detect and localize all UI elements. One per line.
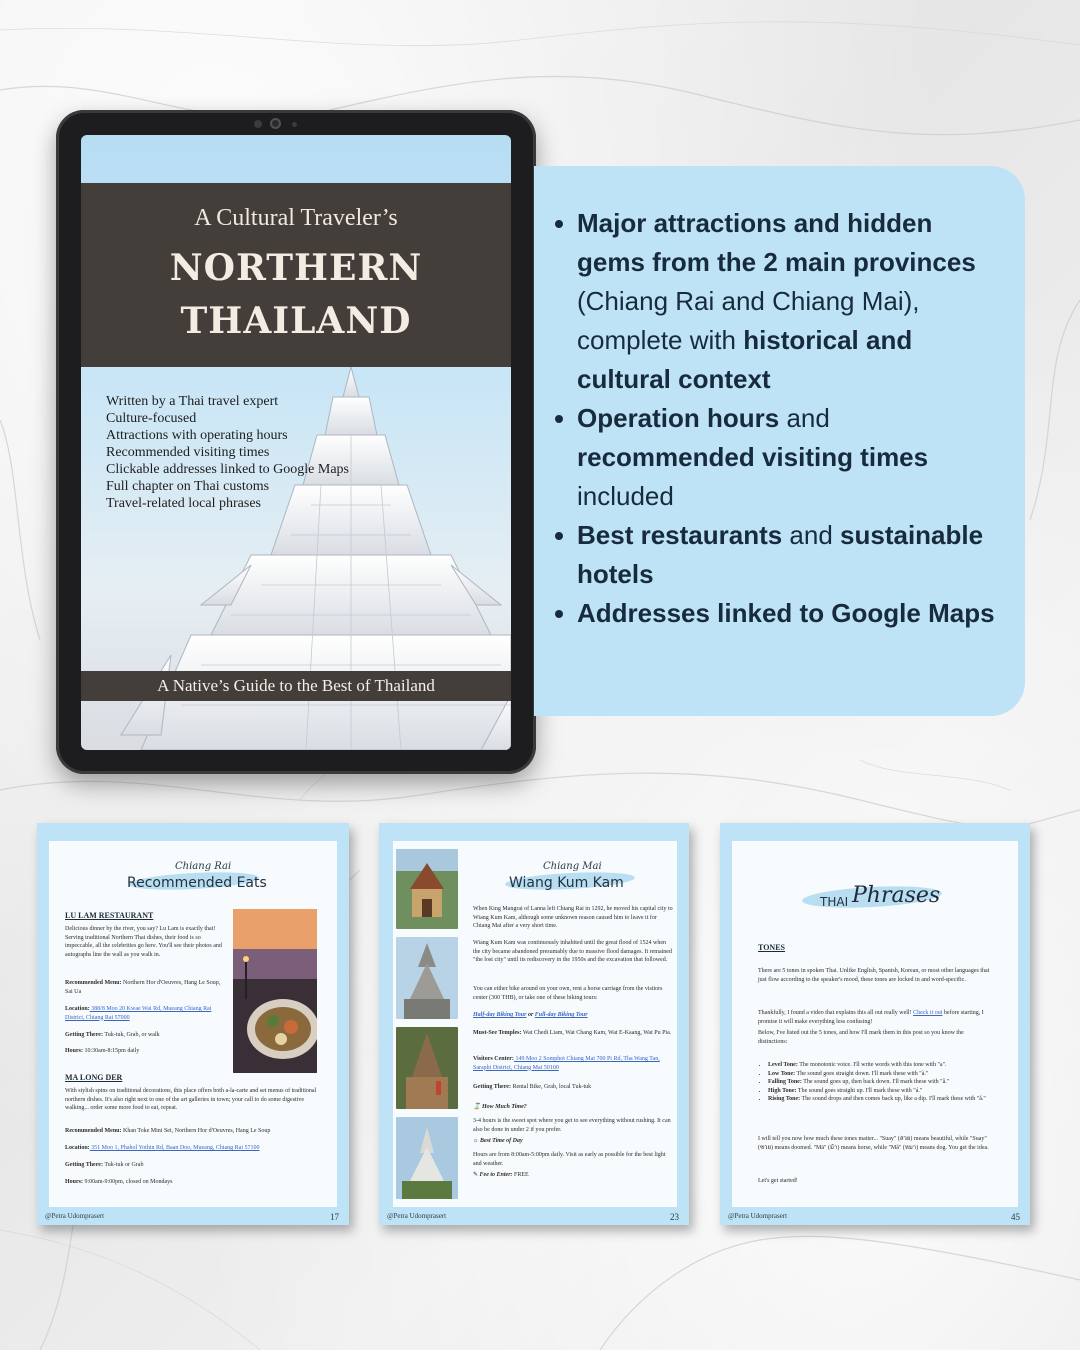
label: Must-See Temples: (473, 1030, 522, 1036)
label: How Much Time? (481, 1104, 527, 1110)
paragraph: Wiang Kum Kam was continuously inhabited until the great flood of 1524 when the city became abandoned presumably due to massive flood damages. It remained "the lost city" until its rediscovery in the 1950s and the excavation that followed. (473, 940, 672, 963)
page-content (49, 841, 337, 1207)
bullet-bold-text: historical and cultural context (577, 325, 913, 394)
ebook-cover (81, 135, 511, 750)
text: or (526, 1012, 535, 1018)
getting-there-line (65, 1161, 317, 1170)
visitors-center-link[interactable]: 149 Moo 2 Somphot Chiang Mai 700 Pi Rd, Tha Wang Tan, Saraphi District, Chiang Mai 50100 (473, 1056, 660, 1071)
sample-page-wiang-kum-kam (379, 823, 689, 1225)
tone-list (768, 1061, 994, 1104)
page-number: 23 (670, 1212, 679, 1222)
temple-photo (396, 1027, 458, 1109)
bullet-bold-text: Addresses linked to Google Maps (577, 598, 995, 628)
bullet-bold-text: recommended visiting times (577, 442, 929, 472)
restaurant-photo (233, 909, 317, 1073)
page-author: @Petra Udomprasert (45, 1212, 105, 1220)
location-line (65, 1005, 225, 1022)
info-card (534, 166, 1025, 716)
page-footer (387, 1212, 679, 1222)
value: Rental Bike, Grab, local Tuk-tuk (510, 1084, 592, 1090)
paragraph: Let's get started! (758, 1178, 798, 1184)
label: Location: (65, 1006, 90, 1012)
tone-text: The monotonic voice. I'll write words with this tone with "a". (797, 1062, 947, 1068)
page-footer (728, 1212, 1020, 1222)
page-heading: Recommended Eats (127, 875, 267, 891)
location-link[interactable]: 388/8 Moo 20 Kwae Wai Rd, Mueang Chiang Rai District, Chiang Rai 57000 (65, 1006, 212, 1021)
hours-line (65, 1047, 225, 1056)
section-title: TONES (758, 943, 785, 952)
bullet-text: included (577, 481, 674, 511)
paragraph: Below, I've listed out the 5 tones, and how I'll mark them in this post so you know the distinctions: (758, 1030, 964, 1045)
temple-photo (396, 937, 458, 1019)
cover-tagline: A Native’s Guide to the Best of Thailand (81, 671, 511, 701)
cover-title-band (81, 183, 511, 367)
paragraph: When King Mangrai of Lanna left Chiang Rai in 1292, he moved his capital city to Wiang Kum Kam, although some unknown reason caused him to leave it for Chiang Mai after a very short time. (473, 906, 673, 929)
label: Recommended Menu: (65, 980, 122, 986)
bullet-bold-text: Major attractions and hidden gems from the 2 main provinces (577, 208, 976, 277)
paragraph: You can either bike around on your own, rent a horse carriage from the visitors center (300 THB), or take one of these biking tours: (473, 986, 663, 1001)
label: Recommended Menu: (65, 1128, 122, 1134)
must-see-line (473, 1029, 673, 1038)
cover-feature: Culture-focused (106, 411, 197, 426)
section-title: LU LAM RESTAURANT (65, 911, 154, 920)
tone-label: High Tone: (768, 1087, 797, 1094)
cover-feature-list (106, 393, 349, 512)
info-bullet (577, 204, 1007, 399)
temple-photo (396, 849, 458, 929)
tablet-camera-icon (270, 118, 281, 129)
fee-line (473, 1171, 673, 1180)
cover-subtitle: A Cultural Traveler’s (194, 205, 398, 231)
label: Getting There: (473, 1084, 511, 1090)
page-number: 17 (330, 1212, 339, 1222)
page-author: @Petra Udomprasert (387, 1212, 447, 1220)
time-heading (473, 1103, 673, 1112)
page-content (393, 841, 677, 1207)
label: Fee to Enter: (479, 1172, 513, 1178)
tablet-sensor (254, 120, 262, 128)
sample-page-thai-phrases (720, 823, 1030, 1225)
text: before starting, I promise it will make everything less confusing! (758, 1010, 984, 1025)
bullet-text: and (779, 403, 830, 433)
value: Tuk-tuk, Grab, or walk (102, 1032, 160, 1038)
tone-text: The sound goes up, then back down. I'll mark these with "â." (801, 1079, 950, 1085)
bullet-bold-text: sustainable hotels (577, 520, 984, 589)
bullet-text: (Chiang Rai and Chiang Mai), complete with (577, 286, 920, 355)
menu-line (65, 1127, 317, 1136)
page-script-heading: Chiang Rai (175, 861, 232, 872)
value: 10:30am-8:15pm daily (83, 1048, 140, 1054)
tablet-sensor (292, 122, 297, 127)
bullet-text: and (782, 520, 841, 550)
section-body: Delicious dinner by the river, you say? Lu Lam is exactly that! Serving traditional Northern Thai dishes, their food is so impeccable, all the celebrities go here. You'll see their photos and autographs line the wall as you walk in. (65, 926, 222, 958)
cover-feature: Full chapter on Thai customs (106, 479, 270, 494)
visitors-center-line (473, 1055, 673, 1072)
bullet-bold-text: Operation hours (577, 403, 780, 433)
value: Khan Toke Mini Set, Northern Hor d'Oeuvres, Hang Le Soup (121, 1128, 271, 1134)
tone-text: The sound drops and then comes back up, like a dip. I'll mark these with "ǎ." (800, 1096, 986, 1102)
label: Getting There: (65, 1032, 103, 1038)
section-title: MA LONG DER (65, 1073, 123, 1082)
paragraph: There are 5 tones in spoken Thai. Unlike English, Spanish, Korean, or most other languages that just flow according to the speaker's mood, these tones are locked in and word-specific. (758, 968, 990, 983)
tone-item (768, 1061, 994, 1070)
info-bullet (577, 399, 1007, 516)
tone-text: The sound goes straight up. I'll mark these with "á." (796, 1087, 923, 1094)
value: FREE (512, 1172, 529, 1178)
location-link[interactable]: 351 Moo 1, Phahol Yothin Rd, Baan Doo, Mueang, Chiang Rai 57100 (89, 1145, 260, 1151)
page-author: @Petra Udomprasert (728, 1212, 788, 1220)
cover-feature: Clickable addresses linked to Google Maps (106, 462, 350, 477)
cover-title-line-1: NORTHERN (169, 247, 423, 289)
info-bullet (577, 516, 1007, 594)
tone-item (768, 1087, 994, 1096)
cover-feature: Attractions with operating hours (106, 428, 288, 443)
tone-label: Level Tone: (768, 1062, 798, 1068)
label: Best Time of Day (480, 1138, 523, 1144)
best-time-heading (473, 1137, 673, 1146)
tone-text: The sound goes straight down. I'll mark these with "à." (795, 1070, 929, 1077)
paragraph: Hours are from 8:00am-5:00pm daily. Visit as early as possible for the best light and weather. (473, 1152, 666, 1167)
text: Thankfully, I found a video that explains this all out really well! (758, 1010, 914, 1016)
label: Getting There: (65, 1162, 103, 1168)
page-number: 45 (1011, 1212, 1020, 1222)
info-bullet (577, 594, 1007, 633)
video-link[interactable]: Check it out (913, 1010, 943, 1016)
cover-feature: Written by a Thai travel expert (106, 394, 279, 409)
temple-photo (396, 1117, 458, 1199)
value: 9:00am-9:00pm, closed on Mondays (83, 1179, 173, 1185)
section-body: With stylish spins on traditional decorations, this place offers both a-la-carte and set menus of traditional northern dishes. It's also right next to one of the art galleries in town; your call to do some digestive walking... order some more food to eat, repeat. (65, 1088, 317, 1111)
getting-there-line (65, 1031, 225, 1040)
page-content (732, 841, 1018, 1207)
cover-feature: Travel-related local phrases (106, 496, 261, 511)
value: Northern Hor d'Oeuvres, Hang Le Soup, Sai Ua (65, 980, 221, 995)
paragraph: 3-4 hours is the sweet spot where you get to see everything without rushing. It can also be done in under 2 if you prefer. (473, 1118, 671, 1133)
half-day-tour-link[interactable]: Half-day Biking Tour (473, 1012, 527, 1018)
paragraph: I will tell you now how much these tones matter... "Suay" (สวย) means beautiful, while "Suay" (ซวย) means doomed. "Mā" (ม้า) means horse, while "Mǎ" (หมา) means dog. You get the idea. (758, 1136, 989, 1151)
ticket-icon: ✎ (473, 1172, 480, 1178)
page-footer (45, 1212, 339, 1222)
menu-line (65, 979, 225, 996)
sun-icon: ☼ (473, 1138, 480, 1144)
tour-links (473, 1011, 673, 1020)
value: Tuk-tuk or Grab (102, 1162, 144, 1168)
tone-item (768, 1070, 994, 1079)
bullet-bold-text: Best restaurants (577, 520, 783, 550)
cover-feature: Recommended visiting times (106, 445, 270, 460)
getting-there-line (473, 1083, 673, 1092)
tone-item (768, 1095, 994, 1104)
tablet-mockup (56, 110, 536, 774)
tone-label: Low Tone: (768, 1070, 796, 1077)
paragraph (758, 1009, 990, 1026)
hourglass-icon: ⌛ (473, 1104, 482, 1110)
location-line (65, 1144, 317, 1153)
tone-item (768, 1078, 994, 1087)
label: Location: (65, 1145, 90, 1151)
tone-label: Falling Tone: (768, 1079, 802, 1085)
value: Wat Chedi Liam, Wat Chang Kam, Wat E-Kaang, Wat Pu Pia. (521, 1030, 672, 1036)
hours-line (65, 1178, 317, 1187)
info-bullet-list (577, 204, 1007, 633)
page-heading: Wiang Kum Kam (509, 875, 624, 891)
label: Visitors Center: (473, 1056, 514, 1062)
full-day-tour-link[interactable]: Full-day Biking Tour (534, 1012, 588, 1018)
sample-page-recommended-eats (37, 823, 349, 1225)
page-script-heading: Phrases (852, 883, 941, 908)
page-heading-word: THAI (820, 895, 849, 909)
page-script-heading: Chiang Mai (543, 861, 602, 872)
label: Hours: (65, 1048, 83, 1054)
cover-title-line-2: THAILAND (180, 300, 412, 342)
tone-label: Rising Tone: (768, 1096, 801, 1102)
label: Hours: (65, 1179, 83, 1185)
